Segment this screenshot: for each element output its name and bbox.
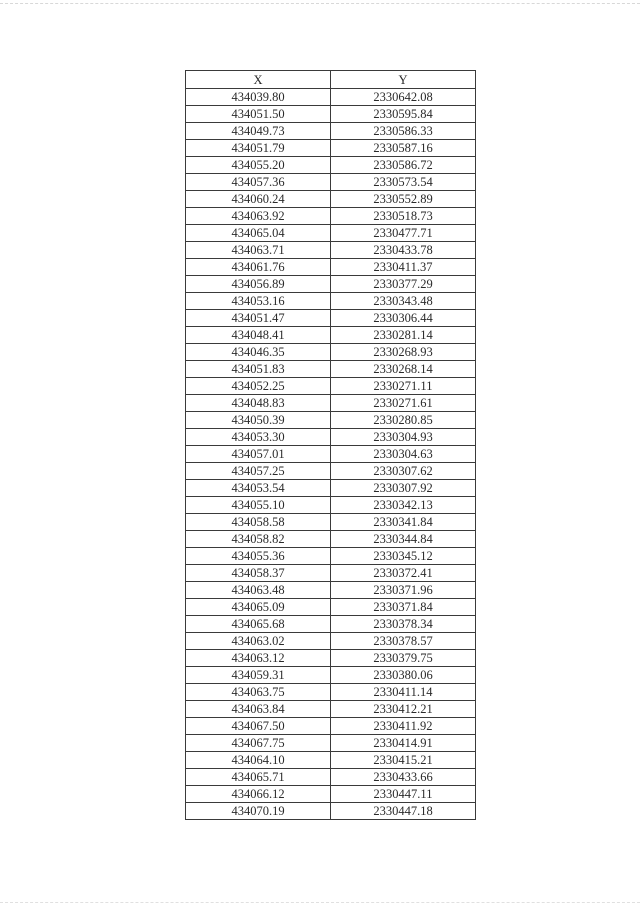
cell-y: 2330587.16 <box>331 140 476 157</box>
cell-x: 434039.80 <box>186 89 331 106</box>
table-row <box>186 446 476 463</box>
cell-x: 434070.19 <box>186 803 331 820</box>
table-row <box>186 769 476 786</box>
cell-x: 434050.39 <box>186 412 331 429</box>
cell-x: 434051.50 <box>186 106 331 123</box>
cell-y: 2330307.92 <box>331 480 476 497</box>
cell-x: 434063.92 <box>186 208 331 225</box>
cell-y: 2330477.71 <box>331 225 476 242</box>
table-row <box>186 565 476 582</box>
table-row <box>186 616 476 633</box>
table-row <box>186 633 476 650</box>
cell-x: 434065.04 <box>186 225 331 242</box>
table-row <box>186 174 476 191</box>
table-row <box>186 599 476 616</box>
table-row <box>186 718 476 735</box>
page-top-edge <box>0 0 640 4</box>
cell-x: 434067.75 <box>186 735 331 752</box>
cell-x: 434063.12 <box>186 650 331 667</box>
table-row <box>186 378 476 395</box>
cell-y: 2330344.84 <box>331 531 476 548</box>
cell-x: 434049.73 <box>186 123 331 140</box>
coordinates-table <box>185 70 476 820</box>
table-row <box>186 395 476 412</box>
table-row <box>186 293 476 310</box>
table-row <box>186 310 476 327</box>
cell-y: 2330371.96 <box>331 582 476 599</box>
cell-x: 434051.47 <box>186 310 331 327</box>
cell-y: 2330414.91 <box>331 735 476 752</box>
column-header-x: X <box>186 71 331 89</box>
cell-y: 2330573.54 <box>331 174 476 191</box>
cell-y: 2330411.37 <box>331 259 476 276</box>
cell-y: 2330268.93 <box>331 344 476 361</box>
cell-x: 434066.12 <box>186 786 331 803</box>
cell-x: 434058.37 <box>186 565 331 582</box>
cell-y: 2330281.14 <box>331 327 476 344</box>
table-row <box>186 786 476 803</box>
table-row <box>186 497 476 514</box>
table-row <box>186 106 476 123</box>
table-row <box>186 225 476 242</box>
cell-y: 2330411.92 <box>331 718 476 735</box>
cell-x: 434053.16 <box>186 293 331 310</box>
table-row <box>186 684 476 701</box>
cell-y: 2330433.66 <box>331 769 476 786</box>
cell-x: 434063.48 <box>186 582 331 599</box>
cell-y: 2330433.78 <box>331 242 476 259</box>
cell-x: 434063.84 <box>186 701 331 718</box>
cell-x: 434056.89 <box>186 276 331 293</box>
cell-y: 2330447.18 <box>331 803 476 820</box>
table-row <box>186 242 476 259</box>
cell-y: 2330307.62 <box>331 463 476 480</box>
table-row <box>186 89 476 106</box>
cell-x: 434063.75 <box>186 684 331 701</box>
cell-x: 434064.10 <box>186 752 331 769</box>
table-row <box>186 531 476 548</box>
table-row <box>186 259 476 276</box>
cell-x: 434058.82 <box>186 531 331 548</box>
table-row <box>186 650 476 667</box>
cell-y: 2330586.33 <box>331 123 476 140</box>
cell-y: 2330371.84 <box>331 599 476 616</box>
cell-y: 2330378.34 <box>331 616 476 633</box>
cell-x: 434060.24 <box>186 191 331 208</box>
cell-y: 2330306.44 <box>331 310 476 327</box>
table-row <box>186 361 476 378</box>
cell-x: 434057.01 <box>186 446 331 463</box>
table-row <box>186 667 476 684</box>
cell-y: 2330379.75 <box>331 650 476 667</box>
table-row <box>186 123 476 140</box>
cell-y: 2330271.61 <box>331 395 476 412</box>
cell-x: 434051.79 <box>186 140 331 157</box>
table-row <box>186 514 476 531</box>
cell-y: 2330412.21 <box>331 701 476 718</box>
table-row <box>186 327 476 344</box>
cell-x: 434057.25 <box>186 463 331 480</box>
cell-y: 2330595.84 <box>331 106 476 123</box>
table-row <box>186 140 476 157</box>
cell-x: 434065.68 <box>186 616 331 633</box>
table-row <box>186 276 476 293</box>
cell-x: 434057.36 <box>186 174 331 191</box>
cell-y: 2330447.11 <box>331 786 476 803</box>
cell-x: 434063.71 <box>186 242 331 259</box>
cell-x: 434067.50 <box>186 718 331 735</box>
cell-x: 434053.30 <box>186 429 331 446</box>
table-row <box>186 412 476 429</box>
cell-x: 434065.09 <box>186 599 331 616</box>
cell-x: 434059.31 <box>186 667 331 684</box>
cell-y: 2330342.13 <box>331 497 476 514</box>
table-row <box>186 208 476 225</box>
table-row <box>186 463 476 480</box>
cell-y: 2330372.41 <box>331 565 476 582</box>
cell-y: 2330345.12 <box>331 548 476 565</box>
cell-x: 434051.83 <box>186 361 331 378</box>
cell-y: 2330341.84 <box>331 514 476 531</box>
table-row <box>186 752 476 769</box>
cell-x: 434055.20 <box>186 157 331 174</box>
table-row <box>186 582 476 599</box>
table-row <box>186 803 476 820</box>
table-header-row <box>186 71 476 89</box>
cell-y: 2330378.57 <box>331 633 476 650</box>
cell-y: 2330415.21 <box>331 752 476 769</box>
table-body <box>186 89 476 820</box>
cell-y: 2330280.85 <box>331 412 476 429</box>
cell-x: 434048.41 <box>186 327 331 344</box>
cell-y: 2330377.29 <box>331 276 476 293</box>
cell-x: 434065.71 <box>186 769 331 786</box>
table-row <box>186 429 476 446</box>
cell-y: 2330271.11 <box>331 378 476 395</box>
table-row <box>186 548 476 565</box>
cell-y: 2330343.48 <box>331 293 476 310</box>
cell-x: 434061.76 <box>186 259 331 276</box>
cell-y: 2330380.06 <box>331 667 476 684</box>
cell-y: 2330518.73 <box>331 208 476 225</box>
table-row <box>186 344 476 361</box>
cell-x: 434048.83 <box>186 395 331 412</box>
cell-x: 434055.10 <box>186 497 331 514</box>
cell-y: 2330642.08 <box>331 89 476 106</box>
table-row <box>186 191 476 208</box>
cell-y: 2330268.14 <box>331 361 476 378</box>
cell-y: 2330411.14 <box>331 684 476 701</box>
cell-y: 2330304.93 <box>331 429 476 446</box>
cell-y: 2330304.63 <box>331 446 476 463</box>
cell-x: 434058.58 <box>186 514 331 531</box>
cell-x: 434055.36 <box>186 548 331 565</box>
table-row <box>186 701 476 718</box>
cell-y: 2330586.72 <box>331 157 476 174</box>
table-row <box>186 157 476 174</box>
table-row <box>186 735 476 752</box>
column-header-y: Y <box>331 71 476 89</box>
table-row <box>186 480 476 497</box>
cell-x: 434046.35 <box>186 344 331 361</box>
cell-x: 434053.54 <box>186 480 331 497</box>
cell-x: 434063.02 <box>186 633 331 650</box>
cell-x: 434052.25 <box>186 378 331 395</box>
cell-y: 2330552.89 <box>331 191 476 208</box>
